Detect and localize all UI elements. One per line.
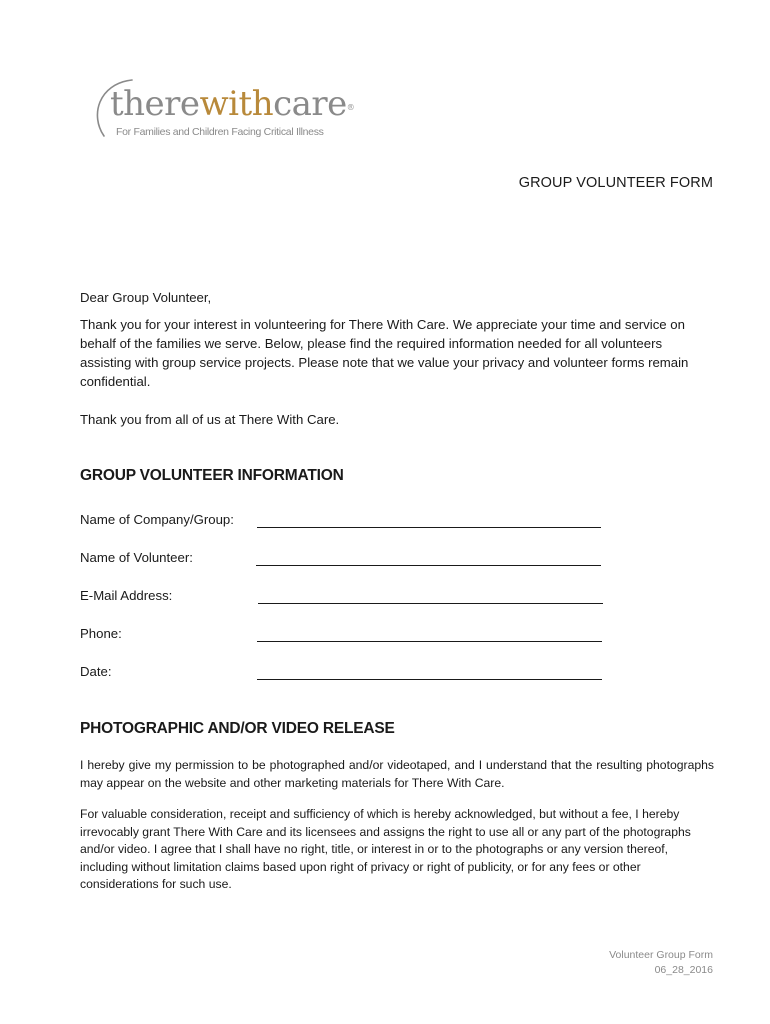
intro-paragraph: Thank you for your interest in volunteering for There With Care. We appreciate your time and service on behalf of the families we serve. Below, please find the required information needed for all volunteers assisting with group service projects. Please note that we value your privacy and volunteer forms remain confidential.: [80, 317, 689, 389]
logo-word-care: care: [273, 84, 347, 124]
field-date: [80, 662, 620, 684]
release-paragraph-consideration: For valuable consideration, receipt and sufficiency of which is hereby acknowledged, but without a fee, I hereby irrevocably grant There With Care and its licensees and assigns the right to use all or any part of the photographs and/or video. I agree that I shall have no right, title, or interest in or to the photographs or any version thereof, including without limitation claims based upon right of privacy or right of publicity, or for any fees or other considerations for such use.: [80, 807, 691, 891]
registered-mark: ®: [346, 103, 355, 112]
thanks-line: Thank you from all of us at There With Care.: [80, 412, 340, 427]
field-email: [80, 586, 620, 608]
phone-input-line[interactable]: [257, 641, 602, 642]
field-volunteer-name: [80, 548, 620, 570]
salutation: Dear Group Volunteer,: [80, 290, 212, 305]
section-heading-photo-release: PHOTOGRAPHIC AND/OR VIDEO RELEASE: [80, 720, 395, 737]
form-title: GROUP VOLUNTEER FORM: [518, 175, 713, 191]
logo-word-with: with: [199, 84, 274, 124]
field-label: Name of Volunteer:: [80, 550, 193, 565]
volunteer-name-input-line[interactable]: [256, 565, 601, 566]
field-label: Phone:: [80, 626, 122, 641]
logo-word-there: there: [110, 84, 200, 124]
logo-tagline: For Families and Children Facing Critical Illness: [116, 126, 324, 138]
logo-wordmark: [110, 84, 354, 124]
section-heading-volunteer-info: GROUP VOLUNTEER INFORMATION: [80, 467, 344, 484]
footer-form-name: Volunteer Group Form: [609, 949, 713, 961]
field-label: Date:: [80, 664, 112, 679]
field-label: E-Mail Address:: [80, 588, 173, 603]
release-paragraph-permission: I hereby give my permission to be photographed and/or videotaped, and I understand that the resulting photographs may appear on the website and other marketing materials for There With Care.: [80, 758, 714, 790]
there-with-care-logo: [92, 74, 355, 144]
email-input-line[interactable]: [258, 603, 603, 604]
date-input-line[interactable]: [257, 679, 602, 680]
page-footer: [609, 948, 713, 978]
field-company-group: [80, 510, 620, 532]
field-phone: [80, 624, 620, 646]
field-label: Name of Company/Group:: [80, 512, 234, 527]
footer-form-date: 06_28_2016: [654, 964, 713, 976]
company-group-input-line[interactable]: [257, 527, 601, 528]
